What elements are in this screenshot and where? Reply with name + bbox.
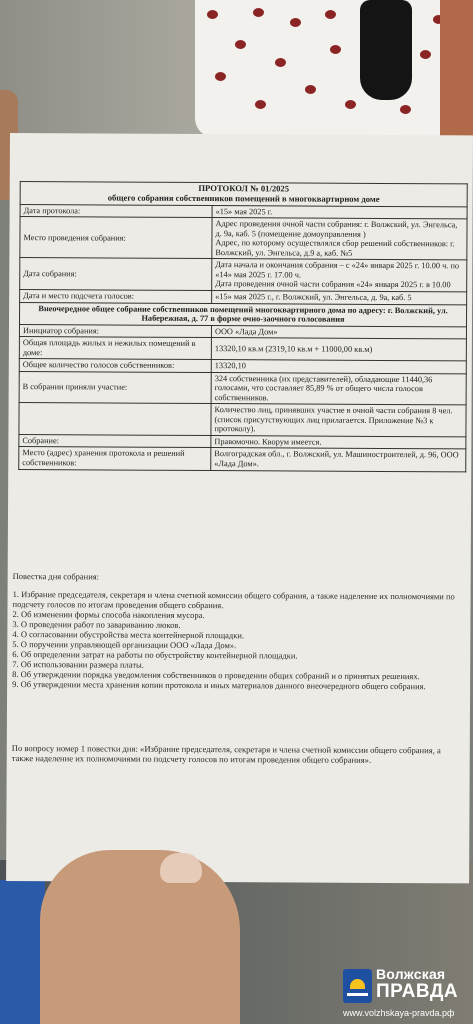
row-value: «15» мая 2025 г.	[212, 205, 467, 219]
row-value: Правомочно. Кворум имеется.	[211, 435, 466, 449]
logo-emblem-icon	[343, 969, 372, 1003]
agenda-item: 6. Об определении затрат на работы по обустройству контейнерной площадки.	[12, 649, 298, 661]
table-row	[19, 447, 466, 471]
logo-line-2: ПРАВДА	[376, 981, 459, 1002]
table-row	[19, 371, 466, 405]
row-label: Собрание:	[19, 434, 211, 448]
agenda-item: 8. Об утверждении порядка уведомления собственников о проведении общих собраний и о принятых решениях.	[12, 669, 420, 682]
agenda-item: 4. О согласовании обустройства места контейнерной площадки.	[12, 629, 245, 641]
sunglasses	[360, 0, 412, 100]
thumbnail	[160, 853, 202, 883]
protocol-table	[18, 181, 468, 472]
agenda-item: 9. Об утверждении места хранения копии протокола и иных материалов данного внеочередного общего собрания.	[12, 679, 426, 692]
row-label: Общее количество голосов собственников:	[19, 359, 211, 373]
row-value: ООО «Лада Дом»	[211, 325, 466, 339]
agenda-item: 3. О проведении работ по завариванию люков.	[12, 619, 181, 630]
arm	[440, 0, 473, 140]
polka-dot-shirt	[195, 0, 455, 138]
row-value: Адрес проведения очной части собрания: г. Волжский, ул. Энгельса, д. 9а, каб. 5 (помещение домоуправления ) Адрес, по которому осуществлялся сбор решений собственников: г. Волжский, ул. Энгельса, д.9 а, каб. №5	[212, 218, 467, 260]
row-label: Дата и место подсчета голосов:	[20, 290, 212, 304]
row-label: Место проведения собрания:	[20, 217, 212, 259]
section-heading: Внеочередное общее собрание собственников помещений многоквартирного дома по адресу: г. Волжский, ул. Набережная, д. 77 в форме очно-заочного голосования	[19, 302, 466, 326]
protocol-subtitle: общего собрания собственников помещений в многоквартирном доме	[107, 192, 380, 204]
table-row	[19, 337, 466, 361]
agenda-heading: Повестка дня собрания:	[12, 571, 100, 582]
row-value: 324 собственника (их представителей), обладающие 11440,36 голосами, что составляет 85,89 % от общего числа голосов собственников.	[211, 372, 466, 405]
agenda	[12, 571, 463, 692]
logo-line-1: Волжская	[376, 966, 446, 982]
protocol-title: ПРОТОКОЛ № 01/2025	[198, 182, 290, 194]
row-label: Дата собрания:	[20, 258, 212, 291]
row-value: «15» мая 2025 г., г. Волжский, ул. Энгельса, д. 9а, каб. 5	[212, 291, 467, 305]
table-row	[19, 403, 466, 437]
agenda-item: 1. Избрание председателя, секретаря и члена счетной комиссии общего собрания, а также наделение их полномочиями по подсчету голосов по итогам проведения общего собрания.	[12, 589, 455, 611]
logo-url: www.volzhskaya-pravda.рф	[343, 1008, 455, 1018]
row-label	[19, 403, 211, 436]
row-value: Волгоградская обл., г. Волжский, ул. Машиностроителей, д. 96, ООО «Лада Дом».	[211, 448, 466, 471]
row-value: 13320,10 кв.м (2319,10 кв.м + 11000,00 кв.м)	[211, 338, 466, 361]
row-value: Дата начала и окончания собрания – с «24» января 2025 г. 10.00 ч. по «14» мая 2025 г. 17.00 ч. Дата проведения очной части собрания «24» января 2025 г. в 10.00	[212, 259, 467, 292]
row-label: Дата протокола:	[20, 204, 212, 218]
agenda-item: 7. Об использовании размера платы.	[12, 659, 144, 670]
question-1-paragraph: По вопросу номер 1 повестки дня: «Избрание председателя, секретаря и члена счетной комиссии общего собрания, а также наделение их полномочиями по подсчету голосов по итогам проведения общего собрания».	[11, 743, 441, 766]
protocol-header	[20, 182, 467, 207]
watermark-logo	[343, 966, 473, 1024]
document-sheet	[6, 133, 473, 883]
table-row	[20, 217, 467, 260]
row-value: 13320,10	[211, 360, 466, 374]
row-value: Количество лиц, принявших участие в очной части собрания 8 чел. (список присутствующих лиц прилагается. Приложение №3 к протоколу).	[211, 404, 466, 437]
agenda-item: 5. О поручении управляющей организации ООО «Лада Дом».	[12, 639, 237, 651]
thumb	[40, 850, 240, 1024]
protocol-document	[18, 181, 468, 472]
row-label: Общая площадь жилых и нежилых помещений в доме:	[19, 337, 211, 360]
agenda-item: 2. Об изменении формы способа накопления мусора.	[12, 609, 205, 621]
table-row	[20, 258, 467, 292]
row-label: Место (адрес) хранения протокола и решений собственников:	[19, 447, 211, 470]
row-label: В собрании приняли участие:	[19, 371, 211, 404]
blue-sleeve	[0, 880, 45, 1024]
row-label: Инициатор собрания:	[19, 324, 211, 338]
